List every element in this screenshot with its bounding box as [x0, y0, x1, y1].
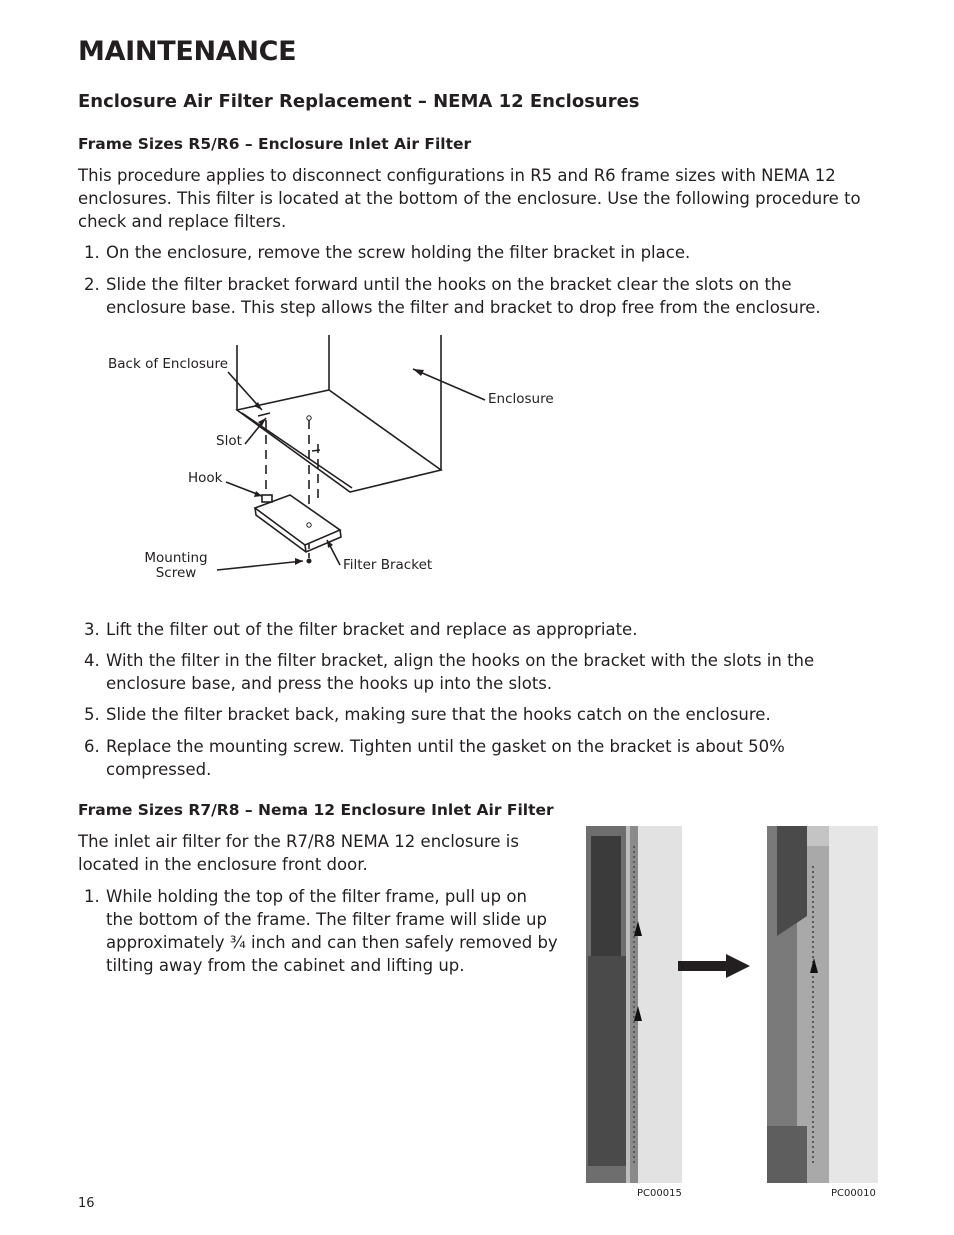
step-text: While holding the top of the filter frame, pull up on the bottom of the frame. The filter frame will slide up approximately ¾ inch and can then safely removed by tilting away from the cabinet and lifting up. — [106, 887, 558, 975]
photo-id-right: PC00010 — [831, 1188, 876, 1199]
step-item — [84, 885, 559, 977]
photo-filter-frame-before — [586, 826, 682, 1183]
step-number: 4. — [84, 651, 100, 670]
photo-filter-frame-after — [767, 826, 878, 1183]
step-text: On the enclosure, remove the screw holding the filter bracket in place. — [106, 243, 691, 262]
label-enclosure: Enclosure — [488, 391, 554, 407]
label-hook: Hook — [188, 470, 223, 486]
label-mounting-line2: Screw — [155, 565, 197, 581]
step-text: Replace the mounting screw. Tighten until the gasket on the bracket is about 50% compressed. — [106, 737, 785, 779]
intro-r5r6: This procedure applies to disconnect configurations in R5 and R6 frame sizes with NEMA 12 enclosures. This filter is located at the bottom of the enclosure. Use the following procedure to check and replace filters. — [78, 166, 861, 231]
label-slot: Slot — [216, 433, 242, 449]
label-filter-bracket: Filter Bracket — [343, 557, 433, 573]
label-mounting-line1: Mounting — [144, 550, 208, 566]
arrow-right-shape — [676, 953, 752, 979]
step-item — [84, 703, 874, 726]
step-text: Slide the filter bracket back, making sure that the hooks catch on the enclosure. — [106, 705, 771, 724]
photo-after-illustration — [767, 826, 878, 1183]
section-title: MAINTENANCE — [78, 36, 297, 67]
label-back-of-enclosure: Back of Enclosure — [108, 356, 229, 372]
page-heading: Enclosure Air Filter Replacement – NEMA 12 Enclosures — [78, 91, 640, 112]
step-item — [84, 649, 874, 695]
arrow-right-icon — [676, 953, 752, 983]
step-number: 2. — [84, 275, 100, 294]
step-number: 1. — [84, 243, 100, 262]
step-number: 6. — [84, 737, 100, 756]
step-text: Lift the filter out of the filter bracket and replace as appropriate. — [106, 620, 638, 639]
step-item — [84, 735, 874, 781]
step-item — [84, 241, 874, 264]
subheading-r5r6: Frame Sizes R5/R6 – Enclosure Inlet Air Filter — [78, 135, 472, 153]
step-number: 5. — [84, 705, 100, 724]
label-mounting-screw — [142, 551, 210, 581]
step-text: Slide the filter bracket forward until the hooks on the bracket clear the slots on the enclosure base. This step allows the filter and bracket to drop free from the enclosure. — [106, 275, 821, 317]
step-text: With the filter in the filter bracket, align the hooks on the bracket with the slots in the enclosure base, and press the hooks up into the slots. — [106, 651, 815, 693]
photo-before-illustration — [586, 826, 682, 1183]
intro-r7r8: The inlet air filter for the R7/R8 NEMA 12 enclosure is located in the enclosure front door. — [78, 832, 519, 874]
step-number: 3. — [84, 620, 100, 639]
subheading-r7r8: Frame Sizes R7/R8 – Nema 12 Enclosure Inlet Air Filter — [78, 801, 554, 819]
step-item — [84, 273, 874, 319]
page-number: 16 — [78, 1196, 95, 1211]
step-number: 1. — [84, 887, 100, 906]
step-item — [84, 618, 874, 641]
photo-id-left: PC00015 — [637, 1188, 682, 1199]
